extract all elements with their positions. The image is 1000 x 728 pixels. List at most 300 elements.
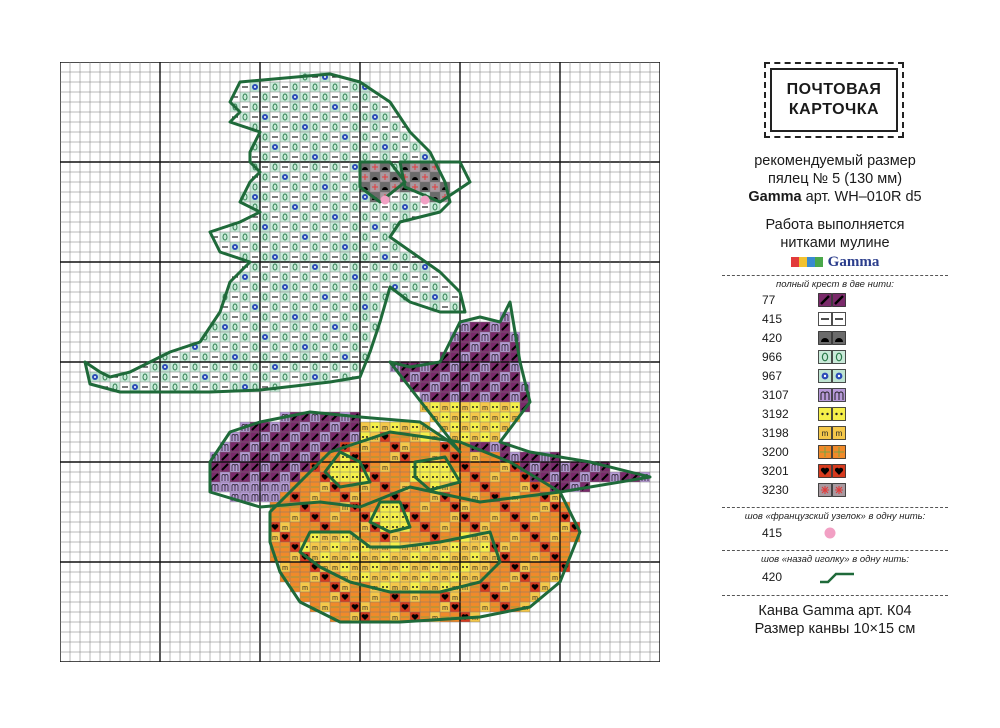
stitch-symbol: [442, 605, 448, 612]
stitch-symbol: [482, 555, 488, 562]
stitch-cell-oval: [340, 232, 350, 242]
stitch-symbol: [352, 575, 358, 582]
stitch-cell-oval: [300, 152, 310, 162]
stitch-cell-oval: [270, 102, 280, 112]
svg-text:m: m: [452, 595, 458, 602]
stitch-cell-oval: [330, 362, 340, 372]
stitch-symbol: [432, 575, 438, 582]
stitch-symbol: [422, 555, 428, 562]
mm-symbol-icon: [818, 426, 848, 440]
svg-text:m: m: [322, 565, 328, 572]
svg-text:m: m: [432, 575, 438, 582]
svg-text:m: m: [835, 428, 843, 438]
stitch-cell-oval: [240, 112, 250, 122]
stitch-cell-oval: [330, 202, 340, 212]
svg-text:m: m: [462, 585, 468, 592]
stitch-symbol: [312, 575, 318, 582]
svg-text:m: m: [312, 575, 318, 582]
stamp-line-1: ПОЧТОВАЯ: [786, 81, 882, 98]
backstitch-row: [722, 565, 948, 589]
legend-item: [722, 290, 948, 309]
stitch-symbol: [332, 555, 338, 562]
hoop-line-2: пялец № 5 (130 мм): [767, 171, 903, 187]
stitch-symbol: [492, 415, 498, 422]
stitch-cell-oval: [400, 192, 410, 202]
stitch-cell-oval: [360, 272, 370, 282]
svg-text:m: m: [272, 535, 278, 542]
stitch-cell-oval: [320, 152, 330, 162]
stitch-cell-dots: [450, 422, 460, 432]
svg-text:m: m: [412, 435, 418, 442]
stitch-cell-oval: [370, 262, 380, 272]
stitch-symbol: [362, 555, 368, 562]
stitch-cell-oval: [300, 312, 310, 322]
svg-text:m: m: [392, 565, 398, 572]
stitch-cell-oval: [240, 292, 250, 302]
svg-text:m: m: [522, 605, 528, 612]
stitch-symbol: [482, 405, 488, 412]
french-knot-row: [722, 522, 948, 544]
heart-symbol-icon: [818, 464, 848, 478]
svg-text:m: m: [382, 465, 388, 472]
svg-text:m: m: [502, 405, 508, 412]
svg-text:m: m: [332, 535, 338, 542]
stitch-cell-oval: [320, 172, 330, 182]
stitch-symbol: [332, 324, 338, 330]
stitch-cell-dots: [420, 572, 430, 582]
stitch-cell-oval: [360, 292, 370, 302]
stitch-cell-oval: [390, 122, 400, 132]
legend-item: [722, 328, 948, 347]
stitch-symbol: [502, 465, 508, 472]
full-cross-title: полный крест в две нити:: [722, 275, 948, 290]
stitch-symbol: [442, 575, 448, 582]
hoop-article: [722, 188, 948, 206]
cross-stitch-chart: [60, 62, 660, 662]
legend-item: [722, 404, 948, 423]
stitch-cell-oval: [290, 302, 300, 312]
svg-text:m: m: [452, 555, 458, 562]
stitch-cell-oval: [240, 332, 250, 342]
svg-text:m: m: [362, 485, 368, 492]
svg-text:m: m: [392, 615, 398, 622]
stitch-symbol: [472, 575, 478, 582]
stitch-cell-dots: [430, 562, 440, 572]
stitch-cell-oval: [390, 262, 400, 272]
stitch-cell-oval: [320, 212, 330, 222]
stitch-cell-oval: [320, 192, 330, 202]
stitch-cell-dots: [370, 562, 380, 572]
stitch-cell-oval: [390, 142, 400, 152]
stitch-cell-oval: [340, 212, 350, 222]
stitch-symbol: [282, 565, 288, 572]
stitch-symbol: [372, 114, 378, 120]
svg-text:m: m: [322, 485, 328, 492]
stitch-symbol: [412, 565, 418, 572]
stitch-cell-oval: [330, 222, 340, 232]
french-knot-code: 415: [762, 526, 783, 540]
stitch-cell-oval: [350, 142, 360, 152]
stitch-cell-oval: [210, 362, 220, 372]
stitch-symbol: [452, 595, 458, 602]
svg-text:m: m: [362, 555, 368, 562]
svg-text:m: m: [322, 605, 328, 612]
stitch-cell-oval: [340, 92, 350, 102]
stitch-cell-dots: [350, 462, 360, 472]
stitch-cell-oval: [290, 222, 300, 232]
stitch-symbol: [382, 144, 388, 150]
svg-text:m: m: [372, 585, 378, 592]
stitch-cell-oval: [370, 242, 380, 252]
stitch-symbol: [302, 585, 308, 592]
stitch-cell-oval: [280, 292, 290, 302]
stitch-symbol: [352, 565, 358, 572]
stitch-symbol: [522, 565, 528, 572]
hoop-info: [722, 152, 948, 206]
svg-text:m: m: [402, 425, 408, 432]
svg-text:m: m: [462, 575, 468, 582]
svg-text:m: m: [452, 515, 458, 522]
stitch-cell-oval: [280, 252, 290, 262]
legend-item: [722, 309, 948, 328]
svg-text:m: m: [322, 545, 328, 552]
dash-symbol-icon: [818, 312, 848, 326]
svg-text:m: m: [372, 555, 378, 562]
stitch-cell-oval: [340, 192, 350, 202]
stitch-symbol: [452, 565, 458, 572]
stitch-cell-oval: [340, 272, 350, 282]
stitch-cell-oval: [270, 162, 280, 172]
stitch-cell-oval: [350, 262, 360, 272]
hoop-brand: Gamma: [748, 189, 802, 205]
legend-item: [722, 423, 948, 442]
svg-text:m: m: [402, 585, 408, 592]
stitch-cell-oval: [310, 302, 320, 312]
stitch-symbol: [352, 274, 358, 280]
stitch-cell-oval: [380, 112, 390, 122]
svg-text:m: m: [472, 535, 478, 542]
stitch-cell-oval: [320, 232, 330, 242]
stitch-cell-oval: [290, 82, 300, 92]
stitch-symbol: [282, 174, 288, 180]
stitch-cell-oval: [290, 362, 300, 372]
svg-text:m: m: [502, 585, 508, 592]
stitch-cell-oval: [250, 262, 260, 272]
stitch-symbol: [472, 455, 478, 462]
stitch-symbol: [362, 565, 368, 572]
stitch-cell-oval: [240, 352, 250, 362]
stitch-symbol: [482, 425, 488, 432]
svg-text:m: m: [432, 615, 438, 622]
svg-text:m: m: [352, 535, 358, 542]
gamma-logo: [722, 253, 948, 271]
svg-text:m: m: [392, 585, 398, 592]
canvas-line-2: Размер канвы 10×15 см: [754, 621, 916, 637]
stitch-cell-oval: [300, 112, 310, 122]
stitch-cell-oval: [230, 342, 240, 352]
stitch-cell-oval: [310, 222, 320, 232]
stitch-symbol: [552, 535, 558, 542]
stitch-cell-oval: [330, 282, 340, 292]
stitch-cell-dots: [380, 512, 390, 522]
stitch-cell-dots: [440, 472, 450, 482]
svg-text:m: m: [482, 605, 488, 612]
stitch-cell-dots: [480, 412, 490, 422]
stitch-cell-oval: [150, 362, 160, 372]
stitch-symbol: [362, 304, 368, 310]
legend-item: [722, 461, 948, 480]
svg-text:m: m: [442, 565, 448, 572]
svg-text:m: m: [302, 585, 308, 592]
stitch-symbol: [532, 515, 538, 522]
stitch-cell-oval: [330, 162, 340, 172]
stitch-symbol: [442, 525, 448, 532]
legend-code: 3198: [762, 425, 789, 440]
svg-text:m: m: [542, 505, 548, 512]
stitch-symbol: [462, 575, 468, 582]
stitch-cell-oval: [260, 172, 270, 182]
svg-text:m: m: [472, 575, 478, 582]
svg-text:m: m: [452, 565, 458, 572]
svg-text:m: m: [342, 505, 348, 512]
stitch-symbol: [502, 405, 508, 412]
svg-text:m: m: [292, 515, 298, 522]
stitch-cell-dots: [390, 512, 400, 522]
stitch-cell-oval: [410, 142, 420, 152]
backstitch-icon: [818, 569, 858, 585]
stitch-cell-oval: [300, 172, 310, 182]
stitch-symbol: [352, 545, 358, 552]
stitch-cell-oval: [340, 152, 350, 162]
stitch-cell-oval: [260, 312, 270, 322]
stitch-cell-oval: [340, 332, 350, 342]
stitch-cell-oval: [160, 372, 170, 382]
stitch-symbol: [382, 575, 388, 582]
stitch-cell-oval: [280, 212, 290, 222]
threads-info: [722, 216, 948, 271]
stitch-cell-oval: [280, 152, 290, 162]
arches-symbol-icon: [818, 388, 848, 402]
svg-text:m: m: [452, 585, 458, 592]
stitch-cell-oval: [230, 282, 240, 292]
stitch-cell-oval: [230, 362, 240, 372]
svg-text:m: m: [422, 505, 428, 512]
svg-text:m: m: [512, 575, 518, 582]
legend-code: 3230: [762, 482, 789, 497]
stitch-cell-oval: [300, 92, 310, 102]
stamp-line-2: КАРТОЧКА: [788, 101, 880, 118]
stitch-cell-oval: [300, 192, 310, 202]
stitch-cell-oval: [330, 242, 340, 252]
svg-text:m: m: [402, 445, 408, 452]
stitch-cell-dots: [510, 402, 520, 412]
legend-code: 3200: [762, 444, 789, 459]
stitch-symbol: [422, 565, 428, 572]
svg-text:m: m: [482, 535, 488, 542]
stitch-symbol: [412, 575, 418, 582]
stitch-cell-oval: [250, 182, 260, 192]
slash-symbol-icon: [818, 293, 848, 307]
stitch-cell-dots: [480, 432, 490, 442]
stitch-symbol: [372, 555, 378, 562]
stitch-cell-dots: [430, 472, 440, 482]
stitch-cell-oval: [350, 202, 360, 212]
stitch-cell-oval: [280, 352, 290, 362]
stitch-cell-oval: [220, 372, 230, 382]
gamma-logo-text: Gamma: [827, 254, 880, 270]
stitch-symbol: [302, 344, 308, 350]
stitch-symbol: [322, 184, 328, 190]
svg-text:m: m: [472, 455, 478, 462]
svg-text:m: m: [522, 485, 528, 492]
stitch-cell-oval: [310, 342, 320, 352]
svg-text:m: m: [432, 435, 438, 442]
stitch-symbol: [442, 405, 448, 412]
stitch-cell-dots: [320, 552, 330, 562]
svg-text:m: m: [342, 555, 348, 562]
stitch-cell-oval: [290, 242, 300, 252]
stitch-symbol: [432, 545, 438, 552]
svg-text:m: m: [392, 455, 398, 462]
stitch-cell-oval: [270, 302, 280, 312]
stitch-cell-dots: [450, 572, 460, 582]
stitch-cell-dots: [340, 462, 350, 472]
svg-text:m: m: [542, 585, 548, 592]
svg-text:m: m: [432, 555, 438, 562]
stitch-symbol: [462, 425, 468, 432]
stitch-cell-oval: [350, 242, 360, 252]
stitch-cell-oval: [210, 342, 220, 352]
stitch-cell-oval: [310, 242, 320, 252]
svg-text:m: m: [442, 405, 448, 412]
stitch-symbol: [312, 374, 318, 380]
svg-text:m: m: [552, 575, 558, 582]
flower-symbol-icon: [818, 369, 848, 383]
stitch-cell-dots: [420, 472, 430, 482]
stitch-cell-oval: [310, 122, 320, 132]
stitch-cell-oval: [290, 282, 300, 292]
stitch-symbol: [422, 264, 428, 270]
stitch-symbol: [332, 595, 338, 602]
stitch-cell-oval: [300, 352, 310, 362]
stitch-cell-oval: [270, 202, 280, 212]
stitch-cell-oval: [350, 122, 360, 132]
stitch-symbol: [382, 565, 388, 572]
stitch-cell-oval: [280, 372, 290, 382]
stitch-cell-dots: [430, 462, 440, 472]
stitch-symbol: [482, 525, 488, 532]
svg-text:m: m: [502, 465, 508, 472]
svg-text:m: m: [512, 535, 518, 542]
stitch-symbol: [462, 545, 468, 552]
stitch-cell-oval: [430, 202, 440, 212]
svg-text:m: m: [492, 475, 498, 482]
stitch-cell-oval: [170, 362, 180, 372]
stitch-cell-dots: [330, 542, 340, 552]
stitch-cell-oval: [270, 122, 280, 132]
svg-text:m: m: [382, 565, 388, 572]
svg-text:m: m: [512, 495, 518, 502]
stitch-symbol: [342, 585, 348, 592]
stitch-symbol: [432, 555, 438, 562]
postcard-stamp: [764, 62, 904, 138]
stitch-symbol: [242, 274, 248, 280]
stitch-cell-oval: [310, 322, 320, 332]
svg-text:m: m: [312, 545, 318, 552]
stitch-cell-dots: [400, 562, 410, 572]
stitch-symbol: [342, 134, 348, 140]
svg-text:m: m: [482, 425, 488, 432]
stitch-cell-dots: [500, 412, 510, 422]
stitch-symbol: [462, 405, 468, 412]
stitch-cell-oval: [410, 262, 420, 272]
stitch-cell-dots: [340, 562, 350, 572]
stitch-cell-dots: [470, 422, 480, 432]
svg-text:m: m: [472, 565, 478, 572]
legend-code: 966: [762, 349, 783, 364]
stitch-cell-oval: [280, 272, 290, 282]
legend-code: 415: [762, 311, 783, 326]
svg-text:m: m: [492, 415, 498, 422]
stitch-cell-dots: [440, 412, 450, 422]
stitch-cell-oval: [180, 372, 190, 382]
svg-text:m: m: [402, 545, 408, 552]
stitch-cell-oval: [300, 372, 310, 382]
stitch-cell-oval: [260, 212, 270, 222]
svg-text:m: m: [532, 555, 538, 562]
stitch-symbol: [232, 244, 238, 250]
stitch-cell-oval: [440, 292, 450, 302]
stitch-cell-oval: [400, 132, 410, 142]
stitch-symbol: [332, 565, 338, 572]
svg-text:m: m: [422, 565, 428, 572]
stitch-cell-oval: [320, 312, 330, 322]
stitch-symbol: [492, 435, 498, 442]
svg-text:m: m: [562, 525, 568, 532]
stitch-symbol: [362, 445, 368, 452]
stitch-symbol: [232, 354, 238, 360]
stitch-cell-oval: [370, 302, 380, 312]
stitch-cell-oval: [280, 132, 290, 142]
french-knot: [381, 196, 390, 205]
stitch-cell-oval: [430, 282, 440, 292]
stitch-cell-oval: [320, 132, 330, 142]
stitch-cell-oval: [200, 352, 210, 362]
stitch-cell-oval: [230, 322, 240, 332]
svg-text:m: m: [462, 405, 468, 412]
stitch-cell-dots: [430, 402, 440, 412]
svg-text:m: m: [532, 595, 538, 602]
stitch-cell-dots: [470, 552, 480, 562]
stitch-symbol: [292, 314, 298, 320]
stitch-cell-oval: [290, 162, 300, 172]
stitch-cell-dots: [460, 412, 470, 422]
stitch-symbol: [522, 485, 528, 492]
svg-text:m: m: [422, 585, 428, 592]
stitch-cell-oval: [220, 312, 230, 322]
stitch-symbol: [372, 575, 378, 582]
stitch-cell-dots: [390, 422, 400, 432]
stitch-cell-oval: [330, 182, 340, 192]
stitch-symbol: [272, 535, 278, 542]
stitch-symbol: [372, 595, 378, 602]
svg-text:m: m: [452, 415, 458, 422]
stitch-cell-oval: [220, 352, 230, 362]
stitch-cell-oval: [340, 252, 350, 262]
stitch-cell-oval: [330, 342, 340, 352]
svg-text:m: m: [392, 555, 398, 562]
svg-text:m: m: [532, 515, 538, 522]
